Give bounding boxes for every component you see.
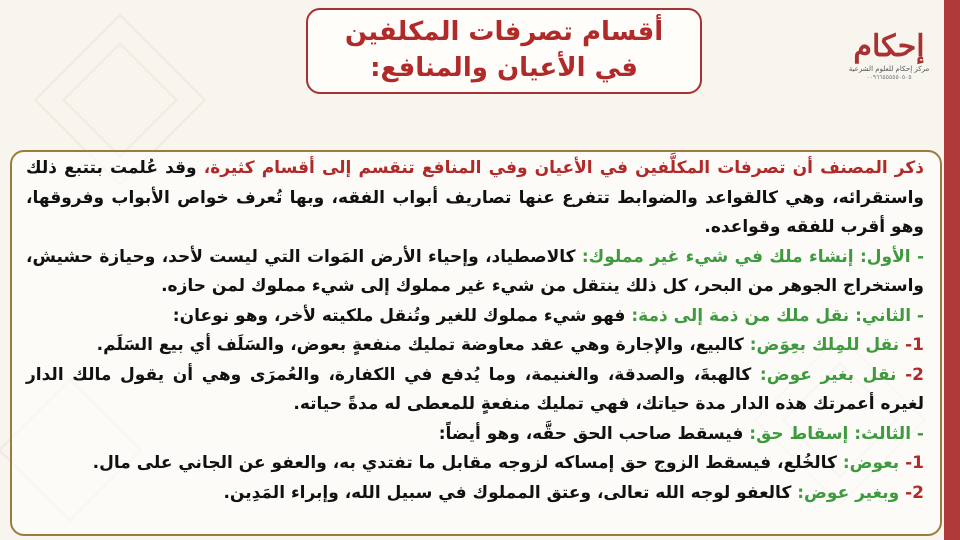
text-segment: كالبيع، والإجارة وهي عقد معاوضة تمليك منفعةٍ بعوض، والسَلَف أي بيع السَلَم. xyxy=(96,335,744,355)
text-segment: فيسقط صاحب الحق حقَّه، وهو أيضاً: xyxy=(438,423,744,444)
text-segment: فهو شيء مملوك للغير وتُنقل ملكيته لأخر، وهو نوعان: xyxy=(172,305,626,326)
text-segment: 1- xyxy=(899,335,924,355)
text-segment: كالهبةَ، والصدقة، والغنيمة، وما يُدفع في الكفارة، والعُمرَى وهي أن يقول مالك الدار لغيره أعمرتك هذه الدار مدة حياتك، فهي تمليك منفعةٍ للمعطى له مدةً حياته. xyxy=(26,364,924,414)
logo-subtitle: مركز إحكام للعلوم الشرعية xyxy=(848,65,930,73)
paragraph xyxy=(26,302,924,332)
text-segment: كالعفو لوجه الله تعالى، وعتق المملوك في سبيل الله، وإبراء المَدِين. xyxy=(223,482,792,503)
content-box xyxy=(10,150,942,536)
text-segment: ذكر المصنف أن تصرفات المكلَّفين في الأعيان وفي المنافع تنقسم إلى أقسام كثيرة، xyxy=(196,158,924,178)
text-segment: 1- xyxy=(899,453,924,473)
logo-number: ٠٠٩٦٦٥٥٥٥٥٠٥٠٥ xyxy=(866,74,912,81)
paragraph xyxy=(26,361,924,420)
text-segment: كالاصطياد، وإحياء الأرض المَوات التي ليست لأحد، وحيازة حشيش، واستخراج الجوهر من البحر، كل ذلك ينتقل من شيء غير مملوك إلى شيء مملوك لمن حازه. xyxy=(26,246,924,296)
page-title-line2: في الأعيان والمنافع: xyxy=(370,53,638,83)
text-segment: كالخُلع، فيسقط الزوج حق إمساكه لزوجه مقابل ما تفتدي به، والعفو عن الجاني على مال. xyxy=(92,453,837,473)
text-segment: - الأول: إنشاء ملك في شيء غير مملوك: xyxy=(575,246,924,267)
paragraph xyxy=(26,243,924,302)
text-segment: وقد عُلمت بتتبع ذلك واستقرائه، وهي كالقواعد والضوابط تتفرع عنها تصاريف أبواب الفقه، وبها تُعرف خواص الأبواب وفروقها، وهو أقرب للفقه وقواعده. xyxy=(26,158,924,237)
right-accent-bar xyxy=(944,0,960,540)
paragraph xyxy=(26,479,924,509)
text-segment: - الثاني: نقل ملك من ذمة إلى ذمة: xyxy=(625,305,924,326)
text-segment: 2- xyxy=(899,482,924,503)
paragraph xyxy=(26,331,924,361)
paragraph xyxy=(26,449,924,479)
text-segment: - الثالث: إسقاط حق: xyxy=(743,423,924,444)
logo xyxy=(844,30,934,100)
title-box xyxy=(306,8,702,94)
paragraph xyxy=(26,154,924,243)
text-segment: 2- xyxy=(896,364,924,385)
paragraph xyxy=(26,420,924,450)
page-title-line1: أقسام تصرفات المكلفين xyxy=(344,17,664,47)
text-segment: بعوض: xyxy=(836,453,900,473)
text-segment: نقل للمِلك بعِوَض: xyxy=(743,335,900,355)
text-segment: وبغير عوض: xyxy=(791,482,900,503)
logo-mark: إحكام xyxy=(853,29,925,64)
text-segment: نقل بغير عوض: xyxy=(751,364,897,385)
